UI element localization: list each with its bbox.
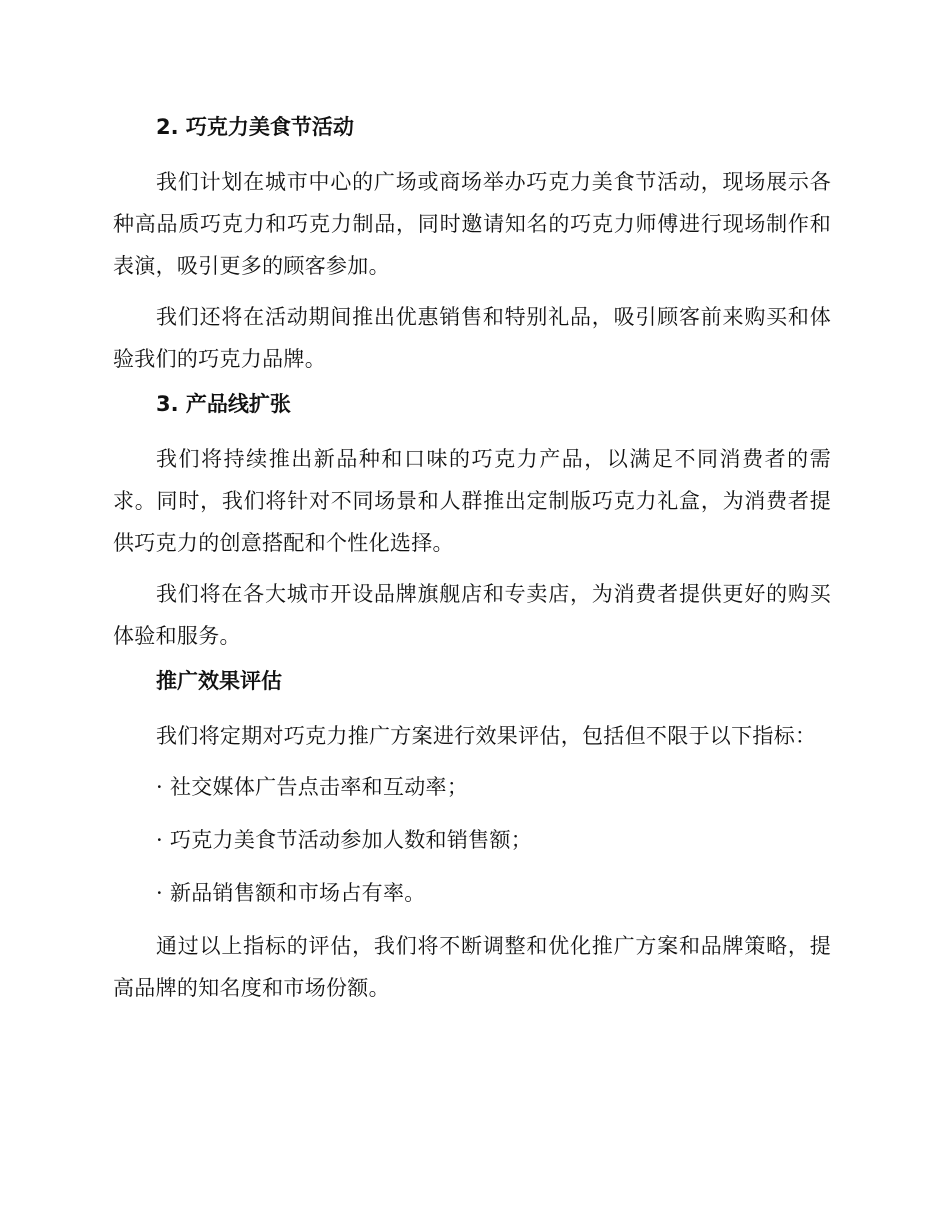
bullet-item: · 社交媒体广告点击率和互动率；: [156, 775, 469, 799]
section-heading-evaluation: 推广效果评估: [156, 669, 282, 693]
section-heading-product-line: 3. 产品线扩张: [156, 392, 291, 416]
paragraph-festival-plan: 我们计划在城市中心的广场或商场举办巧克力美食节活动，现场展示各种高品质巧克力和巧克力制品，同时邀请知名的巧克力师傅进行现场制作和表演，吸引更多的顾客参加。: [113, 170, 831, 278]
paragraph-evaluation-conclusion: 通过以上指标的评估，我们将不断调整和优化推广方案和品牌策略，提高品牌的知名度和市场份额。: [113, 934, 831, 1000]
paragraph-product-line-new: 我们将持续推出新品种和口味的巧克力产品，以满足不同消费者的需求。同时，我们将针对不同场景和人群推出定制版巧克力礼盒，为消费者提供巧克力的创意搭配和个性化选择。: [113, 447, 831, 555]
document-body: [113, 112, 831, 1018]
paragraph-festival-promotion: 我们还将在活动期间推出优惠销售和特别礼品，吸引顾客前来购买和体验我们的巧克力品牌。: [113, 305, 831, 371]
section-heading-festival: 2. 巧克力美食节活动: [156, 115, 354, 139]
bullet-item: · 巧克力美食节活动参加人数和销售额；: [156, 828, 533, 852]
paragraph-product-line-stores: 我们将在各大城市开设品牌旗舰店和专卖店，为消费者提供更好的购买体验和服务。: [113, 582, 831, 648]
paragraph-evaluation-intro: 我们将定期对巧克力推广方案进行效果评估，包括但不限于以下指标：: [156, 724, 817, 748]
bullet-item: · 新品销售额和市场占有率。: [156, 881, 426, 905]
